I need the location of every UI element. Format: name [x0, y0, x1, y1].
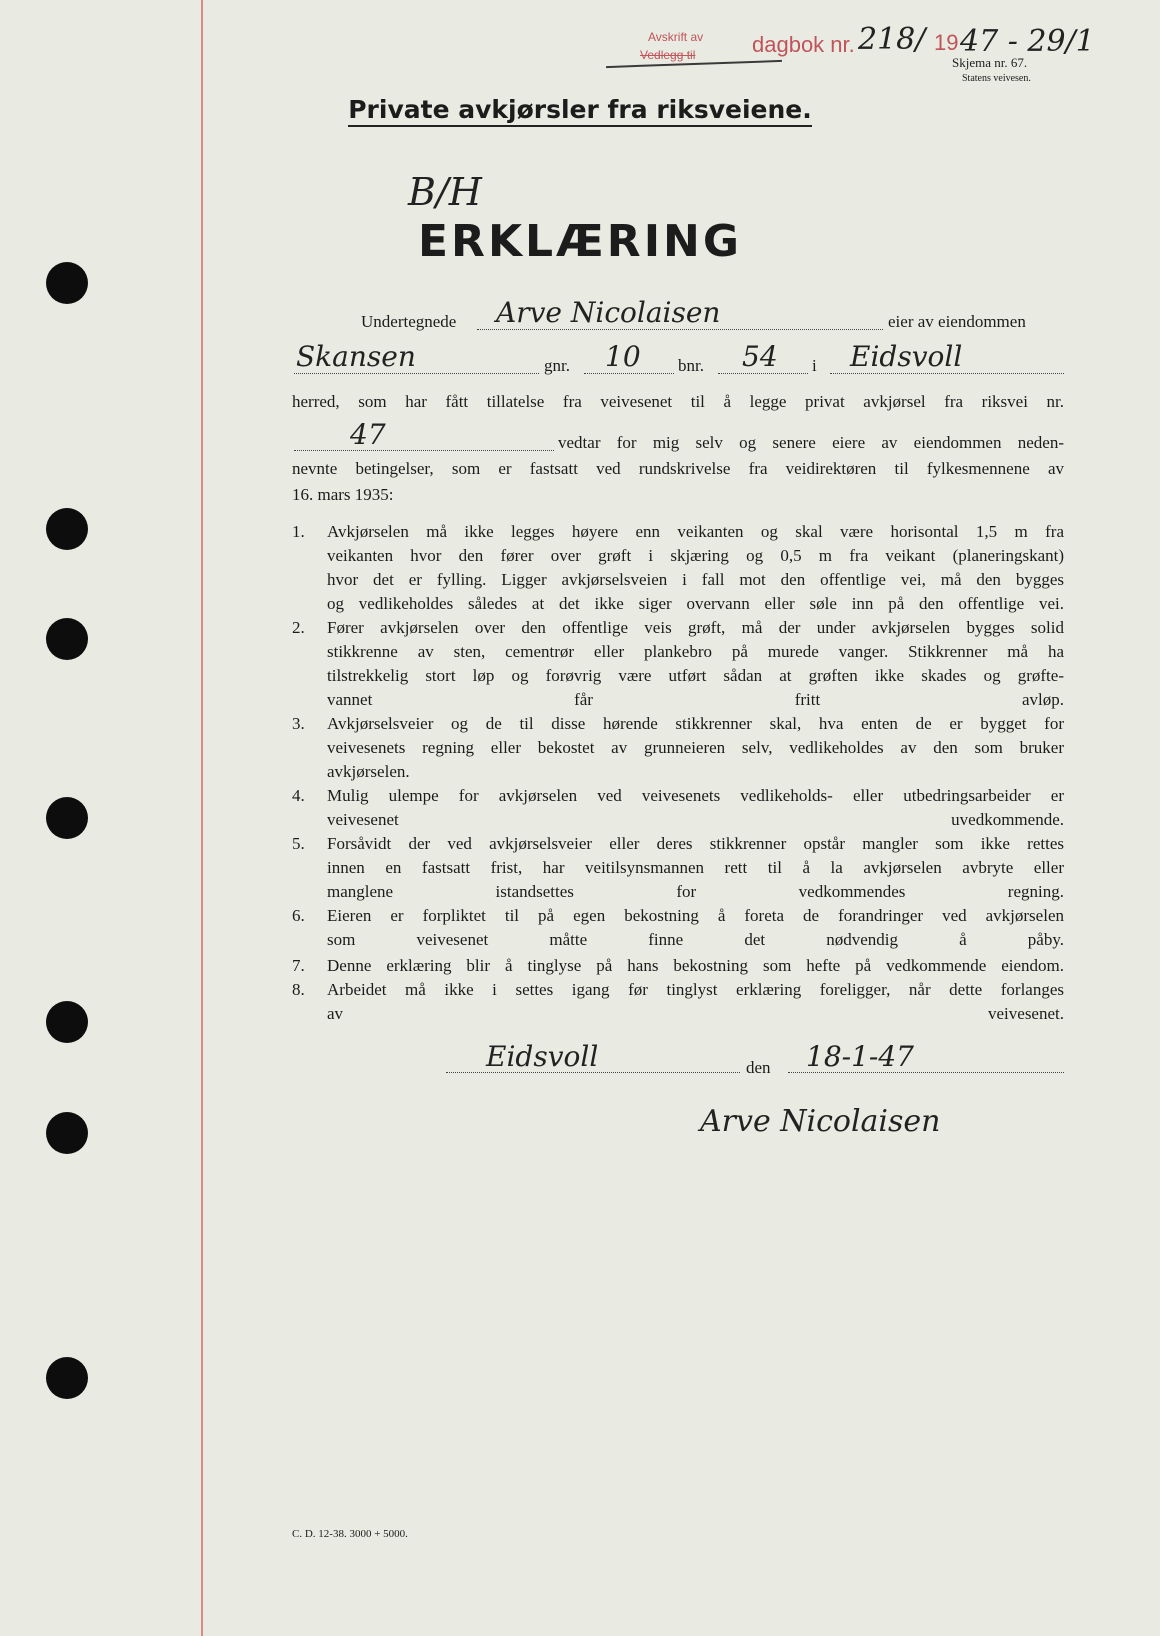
condition-number: 3. [292, 714, 305, 733]
condition-number: 2. [292, 618, 305, 637]
condition-line: Eieren er forpliktet til på egen bekostning å foreta de forandringer ved avkjørselen [327, 906, 1064, 925]
condition-line: tilstrekkelig stort løp og forøvrig være utført sådan at grøften ikke skades og grøfte- [327, 666, 1064, 685]
page-title: ERKLÆRING [418, 216, 742, 267]
label-undersigned: Undertegnede [361, 312, 457, 331]
stamp-dagbok: dagbok nr. [752, 32, 855, 57]
conditions-date: 16. mars 1935: [292, 485, 394, 504]
name-field-line [477, 329, 883, 330]
condition-number: 4. [292, 786, 305, 805]
label-i: i [812, 356, 817, 375]
declarant-name: Arve Nicolaisen [496, 296, 721, 329]
punch-hole [46, 618, 88, 660]
condition-line: Avkjørselsveier og de til disse hørende stikkrenner skal, hva enten de er bygget for [327, 714, 1064, 733]
road-number: 47 [350, 418, 386, 451]
condition-line: som veivesenet måtte finne det nødvendig å påby. [327, 930, 1064, 949]
condition-line: veikanten hvor den fører over grøft i skjæring og 0,5 m fra veikant (planeringskant) [327, 546, 1064, 565]
punch-hole [46, 262, 88, 304]
condition-number: 7. [292, 956, 305, 975]
stamp-avskrift: Avskrift av [648, 30, 704, 44]
handwritten-initials: B/H [408, 170, 482, 214]
property-field-line [294, 373, 539, 374]
herred-text: herred, som har fått tillatelse fra veivesenet til å legge privat avkjørsel fra riksvei nr. [292, 392, 1064, 411]
condition-line: innen en fastsatt frist, har veitilsynsmannen rett til å la avkjørselen avbryte eller [327, 858, 1064, 877]
condition-line: stikkrenne av sten, cementrør eller plankebro på murede vanger. Stikkrenner må ha [327, 642, 1064, 661]
condition-line: Denne erklæring blir å tinglyse på hans bekostning som hefte på vedkommende eiendom. [327, 956, 1064, 975]
punch-hole [46, 1001, 88, 1043]
conditions-intro: nevnte betingelser, som er fastsatt ved rundskrivelse fra veidirektøren til fylkesmennene av [292, 459, 1064, 478]
condition-line: Arbeidet må ikke i settes igang før tinglyst erklæring foreligger, når dette forlanges [327, 980, 1064, 999]
diary-year: 47 - 29/1 [960, 24, 1095, 59]
gnr-value: 10 [605, 340, 641, 373]
signature: Arve Nicolaisen [700, 1104, 941, 1139]
label-owner-of: eier av eiendommen [888, 312, 1026, 331]
punch-hole [46, 797, 88, 839]
condition-line: hvor det er fylling. Ligger avkjørselsveien i fall mot den offentlige vei, må den bygges [327, 570, 1064, 589]
condition-number: 5. [292, 834, 305, 853]
condition-line: Forsåvidt der ved avkjørselsveier eller deres stikkrenner opstår mangler som ikke rettes [327, 834, 1064, 853]
diary-number: 218/ [858, 22, 926, 57]
municipality: Eidsvoll [850, 340, 963, 373]
condition-line: manglene istandsettes for vedkommendes regning. [327, 882, 1064, 901]
condition-line: veivesenets regning eller bekostet av grunneieren selv, vedlikeholdes av den som bruker [327, 738, 1064, 757]
property-name: Skansen [296, 340, 416, 373]
form-issuer: Statens veivesen. [962, 73, 1031, 84]
bnr-field-line [718, 373, 808, 374]
punch-hole [46, 1357, 88, 1399]
condition-line: avkjørselen. [327, 762, 410, 781]
signing-date: 18-1-47 [806, 1040, 914, 1073]
condition-line: Fører avkjørselen over den offentlige veis grøft, må der under avkjørselen bygges solid [327, 618, 1064, 637]
condition-line: Mulig ulempe for avkjørselen ved veivesenets vedlikeholds- eller utbedringsarbeider er [327, 786, 1064, 805]
condition-number: 6. [292, 906, 305, 925]
municipality-field-line [830, 373, 1064, 374]
commit-text: vedtar for mig selv og senere eiere av eiendommen neden- [558, 433, 1064, 452]
punch-hole [46, 1112, 88, 1154]
label-bnr: bnr. [678, 356, 704, 375]
condition-line: vannet får fritt avløp. [327, 690, 1064, 709]
signing-place: Eidsvoll [486, 1040, 599, 1073]
punch-hole [46, 508, 88, 550]
document-heading [0, 95, 1160, 124]
form-number: Skjema nr. 67. [952, 55, 1028, 70]
label-gnr: gnr. [544, 356, 570, 375]
condition-line: Avkjørselen må ikke legges høyere enn veikanten og skal være horisontal 1,5 m fra [327, 522, 1064, 541]
label-den: den [746, 1058, 771, 1077]
gnr-field-line [584, 373, 674, 374]
road-field-line [294, 450, 554, 451]
condition-number: 1. [292, 522, 305, 541]
print-code: C. D. 12-38. 3000 + 5000. [292, 1528, 408, 1540]
condition-line: veivesenet uvedkommende. [327, 810, 1064, 829]
condition-line: og vedlikeholdes således at det ikke siger overvann eller søle inn på den offentlige vei. [327, 594, 1064, 613]
condition-number: 8. [292, 980, 305, 999]
heading-text: Private avkjørsler fra riksveiene. [348, 95, 812, 127]
stamp-year-prefix: 19 [934, 30, 959, 55]
bnr-value: 54 [742, 340, 778, 373]
condition-line: av veivesenet. [327, 1004, 1064, 1023]
stamp-vedlegg: Vedlegg til [640, 48, 696, 62]
